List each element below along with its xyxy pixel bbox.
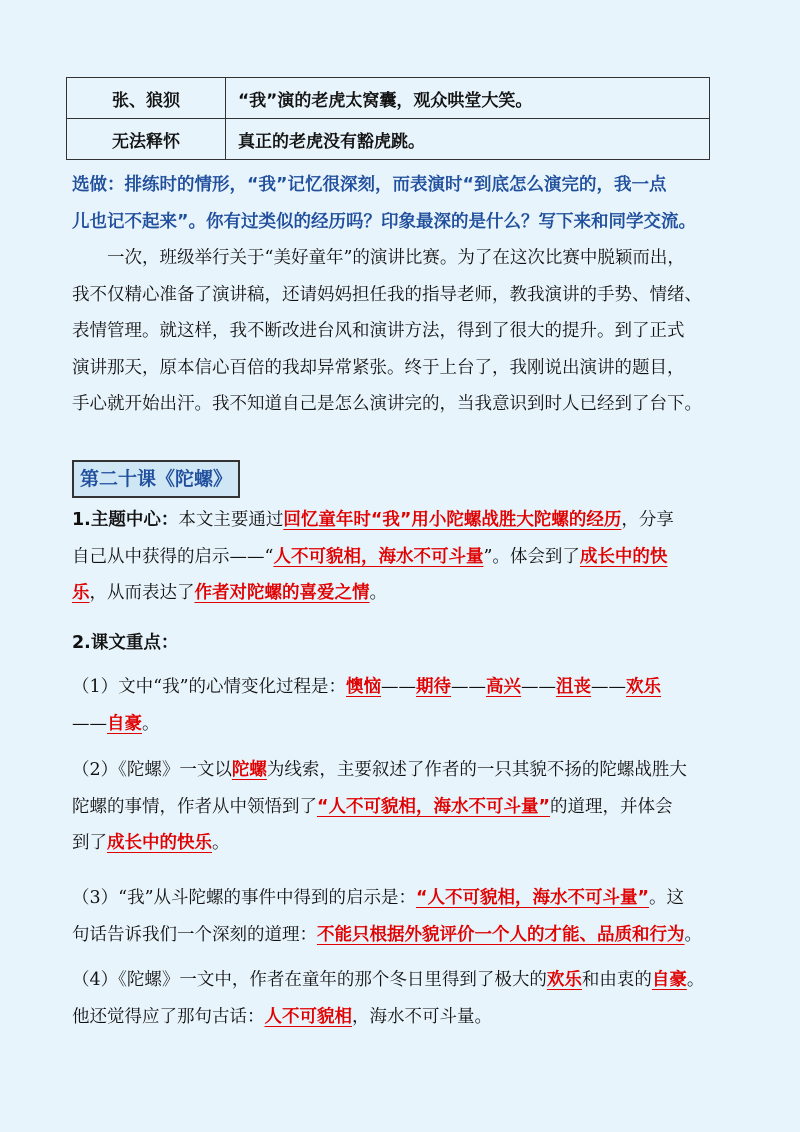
table-cell: “我”演的老虎太窝囊，观众哄堂大笑。 <box>226 78 710 119</box>
text: 。 <box>684 924 702 945</box>
key-answer: 高兴 <box>486 677 522 697</box>
text: ，海水不可斗量。 <box>352 1006 492 1027</box>
key-answer: 作者对陀螺的喜爱之情 <box>194 583 370 603</box>
text: 。 <box>212 833 230 853</box>
table-cell: 张、狼狈 <box>67 78 226 119</box>
optional-exercise <box>72 167 732 240</box>
key-answer: 人不可貌相 <box>264 1006 352 1027</box>
table-cell: 无法释怀 <box>67 119 226 160</box>
summary-table <box>66 77 710 160</box>
key-points-section <box>72 625 732 662</box>
essay-line: 手心就开始出汗。我不知道自己是怎么演讲完的，当我意识到时人已经到了台下。 <box>72 394 702 414</box>
text: （3）“我”从斗陀螺的事件中得到的启示是： <box>72 888 417 908</box>
exercise-line: 儿也记不起来”。你有过类似的经历吗？印象最深的是什么？写下来和同学交流。 <box>72 211 696 232</box>
point-3 <box>72 880 732 953</box>
point-4 <box>72 962 732 1035</box>
text: 。这 <box>649 888 685 908</box>
point-1 <box>72 669 732 742</box>
key-answer: 成长中的快乐 <box>107 833 212 853</box>
section-label: 2.课文重点： <box>72 633 179 653</box>
text: 和由衷的 <box>581 970 652 990</box>
text: 本文主要通过 <box>178 510 284 530</box>
text: 到了 <box>72 833 107 853</box>
text: 自己从中获得的启示——“ <box>72 546 274 567</box>
text: 陀螺的事情，作者从中领悟到了 <box>72 796 317 817</box>
sample-essay <box>72 240 732 423</box>
table-row <box>67 78 710 119</box>
text: （2）《陀螺》一文以 <box>72 760 232 780</box>
exercise-line: 选做：排练时的情形，“我”记忆很深刻，而表演时“到底怎么演完的，我一点 <box>72 175 667 195</box>
text: （1）文中“我”的心情变化过程是： <box>72 677 347 697</box>
essay-line: 一次，班级举行关于“美好童年”的演讲比赛。为了在这次比赛中脱颖而出， <box>107 248 685 268</box>
text: 为线索，主要叙述了作者的一只其貌不扬的陀螺战胜大 <box>266 760 687 780</box>
essay-line: 演讲那天，原本信心百倍的我却异常紧张。终于上台了，我刚说出演讲的题目， <box>72 357 685 378</box>
text: 。 <box>142 713 160 734</box>
table-cell: 真正的老虎没有豁虎跳。 <box>226 119 710 160</box>
key-answer: 成长中的快 <box>579 546 668 567</box>
text: —— <box>72 713 107 734</box>
key-answer: 沮丧 <box>556 677 592 697</box>
point-2 <box>72 752 732 862</box>
key-answer: 乐 <box>72 583 90 603</box>
key-answer: “人不可貌相，海水不可斗量” <box>317 796 551 817</box>
key-answer: 期待 <box>416 677 452 697</box>
text: ，分享 <box>621 510 674 530</box>
key-answer: 自豪 <box>107 713 142 734</box>
essay-line: 表情管理。就这样，我不断改进台风和演讲方法，得到了很大的提升。到了正式 <box>72 321 685 341</box>
text: 句话告诉我们一个深刻的道理： <box>72 924 317 945</box>
key-answer: 欢乐 <box>626 677 662 697</box>
text: —— <box>521 677 557 697</box>
key-answer: 懊恼 <box>346 677 382 697</box>
theme-section <box>72 502 732 612</box>
key-answer: 回忆童年时“我”用小陀螺战胜大陀螺的经历 <box>283 510 622 530</box>
section-label: 1.主题中心： <box>72 510 179 530</box>
text: 。 <box>686 970 705 990</box>
essay-line: 我不仅精心准备了演讲稿，还请妈妈担任我的指导老师，教我演讲的手势、情绪、 <box>72 284 702 305</box>
key-answer: 不能只根据外貌评价一个人的才能、品质和行为 <box>317 924 685 945</box>
key-answer: “人不可貌相，海水不可斗量” <box>416 888 650 908</box>
text: —— <box>591 677 627 697</box>
key-answer: 欢乐 <box>546 970 582 990</box>
text: ”。体会到了 <box>483 546 580 567</box>
key-answer: 人不可貌相，海水不可斗量 <box>273 546 484 567</box>
text: —— <box>381 677 417 697</box>
key-answer: 自豪 <box>651 970 687 990</box>
text: 。 <box>369 583 387 603</box>
lesson-title: 第二十课《陀螺》 <box>72 460 240 498</box>
text: —— <box>451 677 487 697</box>
text: ，从而表达了 <box>89 583 195 603</box>
key-answer: 陀螺 <box>231 760 267 780</box>
text: （4）《陀螺》一文中，作者在童年的那个冬日里得到了极大的 <box>72 970 547 990</box>
text: 的道理，并体会 <box>550 796 673 817</box>
table-row <box>67 119 710 160</box>
text: 他还觉得应了那句古话： <box>72 1006 265 1027</box>
